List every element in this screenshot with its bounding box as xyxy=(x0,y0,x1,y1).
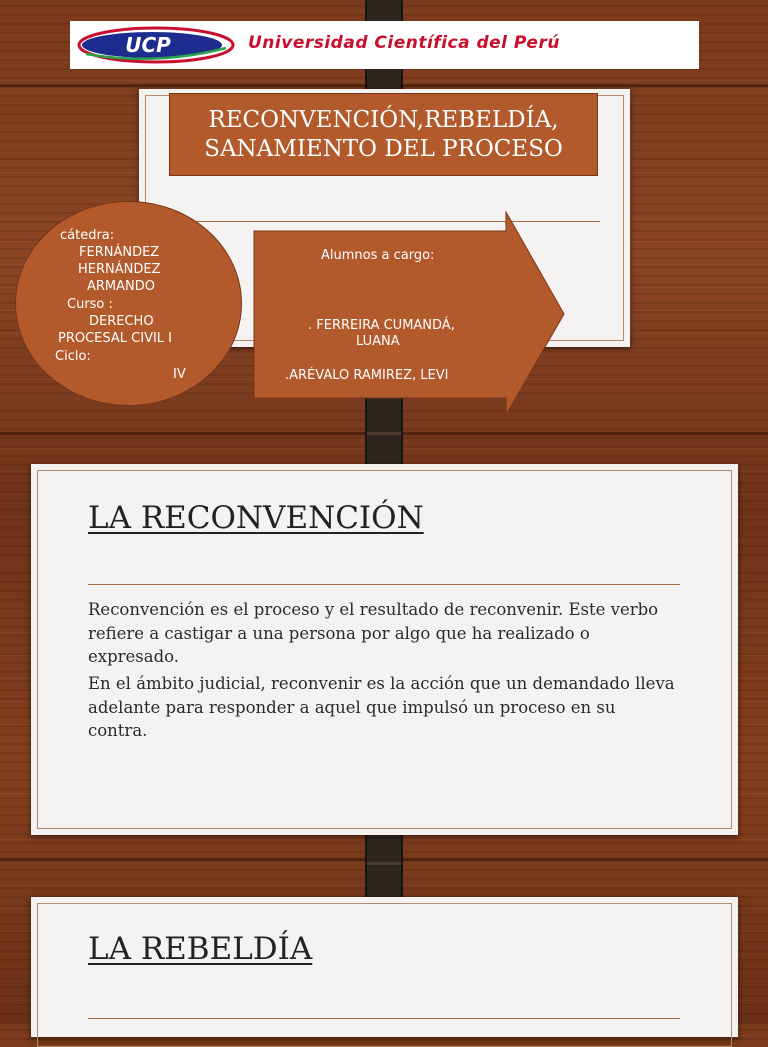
arrow-shape-icon xyxy=(253,211,565,416)
rebeldia-card xyxy=(31,897,738,1037)
course-info-circle xyxy=(15,201,242,406)
curso-label: Curso : xyxy=(67,297,113,312)
university-logo-banner xyxy=(70,21,699,69)
student-2: .ARÉVALO RAMIREZ, LEVI xyxy=(285,368,449,383)
presentation-title xyxy=(169,93,598,176)
title-line-2: SANAMIENTO DEL PROCESO xyxy=(204,136,563,162)
reconvencion-paragraph-2: En el ámbito judicial, reconvenir es la acción que un demandado lleva adelante para responder a aquel que impulsó un proceso en su contra. xyxy=(88,674,675,740)
ucp-logo-icon xyxy=(76,26,236,64)
divider xyxy=(88,1018,680,1019)
student-1a: . FERREIRA CUMANDÁ, xyxy=(308,318,455,333)
catedra-name-3: ARMANDO xyxy=(87,279,156,294)
ciclo-value: IV xyxy=(173,367,186,382)
section-title-reconvencion: LA RECONVENCIÓN xyxy=(88,500,424,536)
catedra-label: cátedra: xyxy=(60,228,115,243)
catedra-name-1: FERNÁNDEZ xyxy=(79,245,160,260)
curso-value-1: DERECHO xyxy=(89,314,154,329)
title-line-1: RECONVENCIÓN,REBELDÍA, xyxy=(208,107,559,133)
connector-bar xyxy=(365,0,403,22)
section-title-rebeldia: LA REBELDÍA xyxy=(88,931,313,967)
catedra-name-2: HERNÁNDEZ xyxy=(78,262,161,277)
university-name: Universidad Científica del Perú xyxy=(248,33,560,53)
ciclo-label: Ciclo: xyxy=(55,349,91,364)
logo-abbrev: UCP xyxy=(125,33,171,57)
divider xyxy=(88,584,680,585)
reconvencion-paragraph-1: Reconvención es el proceso y el resultado de reconvenir. Este verbo refiere a castigar a una persona por algo que ha realizado o expresado. xyxy=(88,600,659,666)
student-1b: LUANA xyxy=(356,334,400,349)
students-label: Alumnos a cargo: xyxy=(321,248,435,263)
curso-value-2: PROCESAL CIVIL I xyxy=(58,331,173,346)
